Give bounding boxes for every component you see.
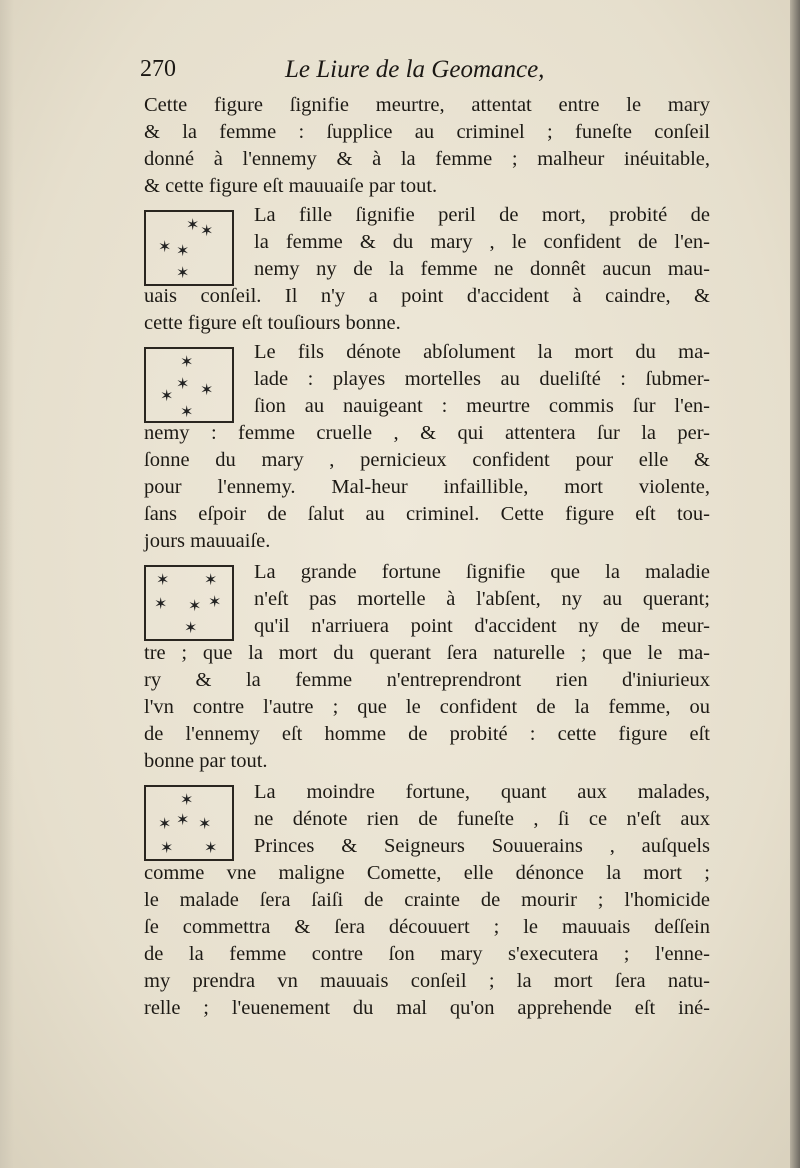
text-line: bonne par tout. <box>144 750 268 772</box>
star-marks <box>146 787 232 859</box>
text-line: la femme & du mary , le confident de l'en- <box>254 231 710 253</box>
running-title: Le Liure de la Geomance, <box>285 56 545 83</box>
text-line: La grande fortune ſignifie que la maladie <box>254 561 710 583</box>
svg-text:✶: ✶ <box>158 237 172 256</box>
book-binding-edge <box>790 0 800 1168</box>
paragraph-fille <box>144 202 710 337</box>
svg-text:✶: ✶ <box>200 380 214 399</box>
svg-text:✶: ✶ <box>200 221 214 240</box>
svg-text:✶: ✶ <box>188 596 202 615</box>
svg-text:✶: ✶ <box>204 838 218 857</box>
text-line: donné à l'ennemy & à la femme ; malheur inéuitable, <box>144 148 710 170</box>
text-line: ſion au nauigeant : meurtre commis ſur l'en- <box>254 395 710 417</box>
paragraph-grande-fortune <box>144 559 710 775</box>
page-header <box>140 56 710 92</box>
text-line: uais conſeil. Il n'y a point d'accident à caindre, & <box>144 285 710 307</box>
text-line: ſonne du mary , pernicieux confident pour elle & <box>144 449 710 471</box>
text-line: Le fils dénote abſolument la mort du ma- <box>254 341 710 363</box>
star-marks <box>146 349 232 421</box>
svg-text:✶: ✶ <box>180 352 194 371</box>
page-edge-shadow <box>0 0 14 1168</box>
text-line: & la femme : ſupplice au criminel ; funeſte conſeil <box>144 121 710 143</box>
text-line: relle ; l'euenement du mal qu'on apprehende eſt iné- <box>144 997 710 1019</box>
text-line: nemy : femme cruelle , & qui attentera ſur la per- <box>144 422 710 444</box>
text-line: jours mauuaiſe. <box>144 530 271 552</box>
svg-text:✶: ✶ <box>176 374 190 393</box>
text-line: qu'il n'arriuera point d'accident ny de meur- <box>254 615 710 637</box>
text-line: ſans eſpoir de ſalut au criminel. Cette figure eſt tou- <box>144 503 710 525</box>
text-line: de la femme contre ſon mary s'executera ; l'enne- <box>144 943 710 965</box>
text-line: le malade ſera ſaiſi de crainte de mourir ; l'homicide <box>144 889 710 911</box>
star-marks <box>146 567 232 639</box>
svg-text:✶: ✶ <box>176 241 190 260</box>
svg-text:✶: ✶ <box>158 814 172 833</box>
svg-text:✶: ✶ <box>198 814 212 833</box>
text-line: ſe commettra & ſera découuert ; le mauuais deſſein <box>144 916 710 938</box>
text-line: lade : playes mortelles au dueliſté : ſubmer- <box>254 368 710 390</box>
svg-text:✶: ✶ <box>184 618 198 637</box>
svg-text:✶: ✶ <box>160 838 174 857</box>
paragraph <box>144 92 710 200</box>
geomantic-figure-fille <box>144 210 234 286</box>
svg-text:✶: ✶ <box>180 790 194 809</box>
geomantic-figure-grande-fortune <box>144 565 234 641</box>
text-line: Princes & Seigneurs Souuerains , auſquels <box>254 835 710 857</box>
text-line: La moindre fortune, quant aux malades, <box>254 781 710 803</box>
svg-text:✶: ✶ <box>204 570 218 589</box>
svg-text:✶: ✶ <box>180 402 194 421</box>
text-line: my prendra vn mauuais conſeil ; la mort ſera natu- <box>144 970 710 992</box>
text-line: cette figure eſt touſiours bonne. <box>144 312 401 334</box>
svg-text:✶: ✶ <box>176 810 190 829</box>
text-line: & cette figure eſt mauuaiſe par tout. <box>144 175 438 197</box>
text-line: La fille ſignifie peril de mort, probité de <box>254 204 710 226</box>
geomantic-figure-moindre-fortune <box>144 785 234 861</box>
text-line: de l'ennemy eſt homme de probité : cette figure eſt <box>144 723 710 745</box>
svg-text:✶: ✶ <box>160 386 174 405</box>
text-line: ne dénote rien de funeſte , ſi ce n'eſt aux <box>254 808 710 830</box>
star-marks <box>146 212 232 284</box>
paragraph-moindre-fortune <box>144 779 710 1022</box>
svg-text:✶: ✶ <box>154 594 168 613</box>
text-line: tre ; que la mort du querant ſera naturelle ; que le ma- <box>144 642 710 664</box>
svg-text:✶: ✶ <box>176 263 190 282</box>
geomantic-figure-fils <box>144 347 234 423</box>
svg-text:✶: ✶ <box>186 215 200 234</box>
svg-text:✶: ✶ <box>208 592 222 611</box>
text-line: ry & la femme n'entreprendront rien d'iniurieux <box>144 669 710 691</box>
page-number: 270 <box>140 56 176 82</box>
text-line: Cette figure ſignifie meurtre, attentat entre le mary <box>144 94 710 116</box>
page-text <box>144 92 710 1022</box>
svg-text:✶: ✶ <box>156 570 170 589</box>
paragraph-fils <box>144 339 710 555</box>
text-line: comme vne maligne Comette, elle dénonce la mort ; <box>144 862 710 884</box>
text-line: nemy ny de la femme ne donnêt aucun mau- <box>254 258 710 280</box>
text-line: l'vn contre l'autre ; que le confident de la femme, ou <box>144 696 710 718</box>
text-line: pour l'ennemy. Mal-heur infaillible, mort violente, <box>144 476 710 498</box>
text-line: n'eſt pas mortelle à l'abſent, ny au querant; <box>254 588 710 610</box>
